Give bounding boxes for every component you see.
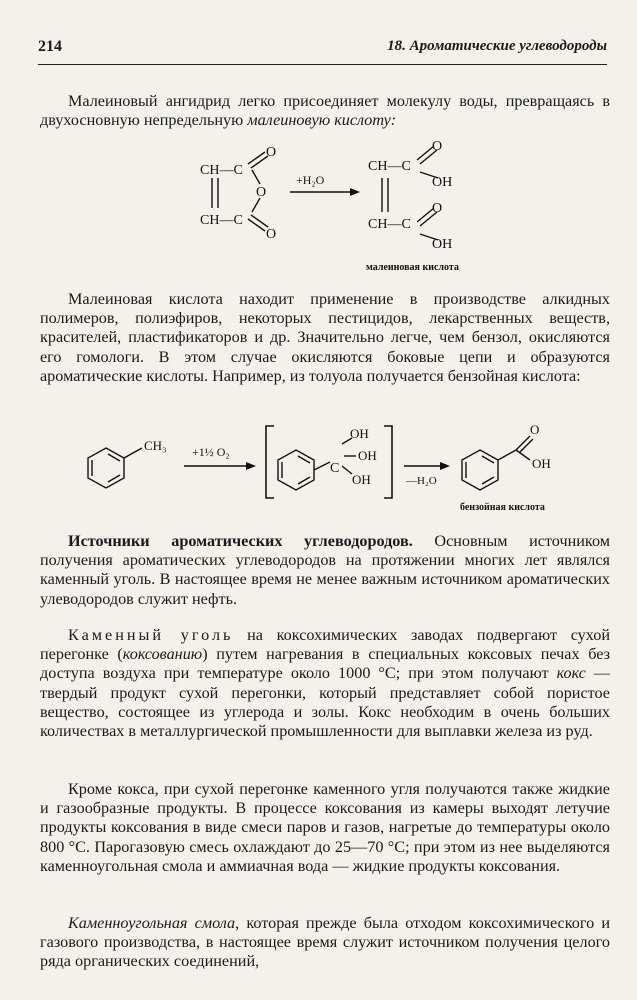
intermediate-ring [278, 438, 356, 490]
term-coking: коксованию [122, 645, 203, 664]
product-ch-top: CH—C [368, 159, 411, 174]
product-oh-bottom: OH [432, 237, 453, 252]
product-o-bottom: O [432, 201, 443, 216]
o-top: O [266, 145, 277, 160]
reaction-arrow [350, 188, 360, 196]
reagent-water: +H₂O [296, 173, 325, 187]
label-oh-3: OH [352, 472, 371, 487]
paragraph-sources [40, 532, 610, 609]
paragraph-text-c: — твердый продукт сухой перегонки, который представляет собой пористое вещество, состоящее из углерода и золы. Кокс необходим в очень больших количествах в металлургической промышленности для выплавки железа из руд. [40, 664, 610, 741]
label-oh-1: OH [350, 426, 369, 441]
ch-bottom: CH—C [200, 213, 243, 228]
product-oh-top: OH [432, 175, 453, 190]
paragraph-text-b: ) путем нагревания в специальных коксовых печах без доступа воздуха при температуре около 1000 °С; при этом получают [40, 645, 611, 683]
paragraph-coal [40, 626, 610, 741]
o-bottom: O [266, 227, 277, 242]
benzoic-ring [462, 436, 533, 490]
ch-top: CH—C [200, 163, 243, 178]
scheme-maleic-acid [0, 136, 637, 276]
arrow-head-2 [440, 462, 450, 470]
caption-benzoic-acid: бензойная кислота [460, 502, 545, 513]
label-c: C [330, 461, 340, 476]
reagent-oxygen: +1½ O₂ [192, 445, 230, 459]
paragraph-text-a: на коксохимических заводах подвергают сухой перегонке ( [40, 626, 611, 664]
page-header [38, 38, 607, 64]
product-o-top: O [432, 139, 443, 154]
arrow-head-1 [246, 462, 256, 470]
paragraph-byproducts: Кроме кокса, при сухой перегонке каменного угля получаются также жидкие и газообразные продукты. В процессе коксования из камеры выходят летучие продукты коксования в виде смеси паров и газов, нагретые до температуры около 800 °С. Парогазовую смесь охлаждают до 25—70 °С; при этом из нее выделяются каменноугольная смола и аммиачная вода — жидкие продукты коксования. [40, 780, 610, 875]
scheme-benzoic-acid [0, 418, 637, 518]
caption-maleic-acid: малеиновая кислота [366, 262, 459, 273]
label-oh: OH [532, 456, 551, 471]
term-coal-tar: Каменноугольная смола [68, 914, 236, 932]
page-number: 214 [38, 38, 62, 55]
term-coke: кокс [556, 664, 586, 683]
label-o: O [530, 422, 540, 437]
term-maleic-acid: малеиновую кислоту: [247, 111, 397, 130]
section-heading: Источники ароматических углеводородов. [68, 532, 413, 550]
toluene-ring [88, 448, 142, 488]
paragraph-text: Малеиновый ангидрид легко присоединяет молекулу воды, превращаясь в двухосновную непредельную [40, 92, 610, 130]
paragraph-maleic-uses: Малеиновая кислота находит применение в производстве алкидных полимеров, полиэфиров, некоторых пестицидов, лекарственных веществ, красителей, пластификаторов и др. Значительно легче, чем бензол, окисляются его гомологи. В этом случае окисляются боковые цепи и образуются ароматические кислоты. Например, из толуола получается бензойная кислота: [40, 290, 610, 385]
paragraph-text: Основным источником получения ароматических углеводородов на протяжении многих лет являлся каменный уголь. В настоящее время не менее важным источником ароматических улеводородов служит нефть. [40, 532, 610, 608]
product-ch-bottom: CH—C [368, 217, 411, 232]
paragraph-maleic-anhydride [40, 92, 610, 130]
header-rule [38, 64, 607, 65]
running-title: 18. Ароматические углеводороды [387, 38, 607, 54]
label-ch3: CH₃ [144, 438, 167, 453]
label-oh-2: OH [358, 448, 377, 463]
o-ring: O [256, 185, 267, 200]
label-minus-water: —H₂O [406, 475, 437, 487]
lead-coal: Каменный уголь [68, 626, 234, 644]
paragraph-text: , которая прежде была отходом коксохимического и газового производства, в настоящее время служит источником получения целого ряда органических соединений, [40, 914, 610, 971]
paragraph-coal-tar [40, 914, 610, 972]
